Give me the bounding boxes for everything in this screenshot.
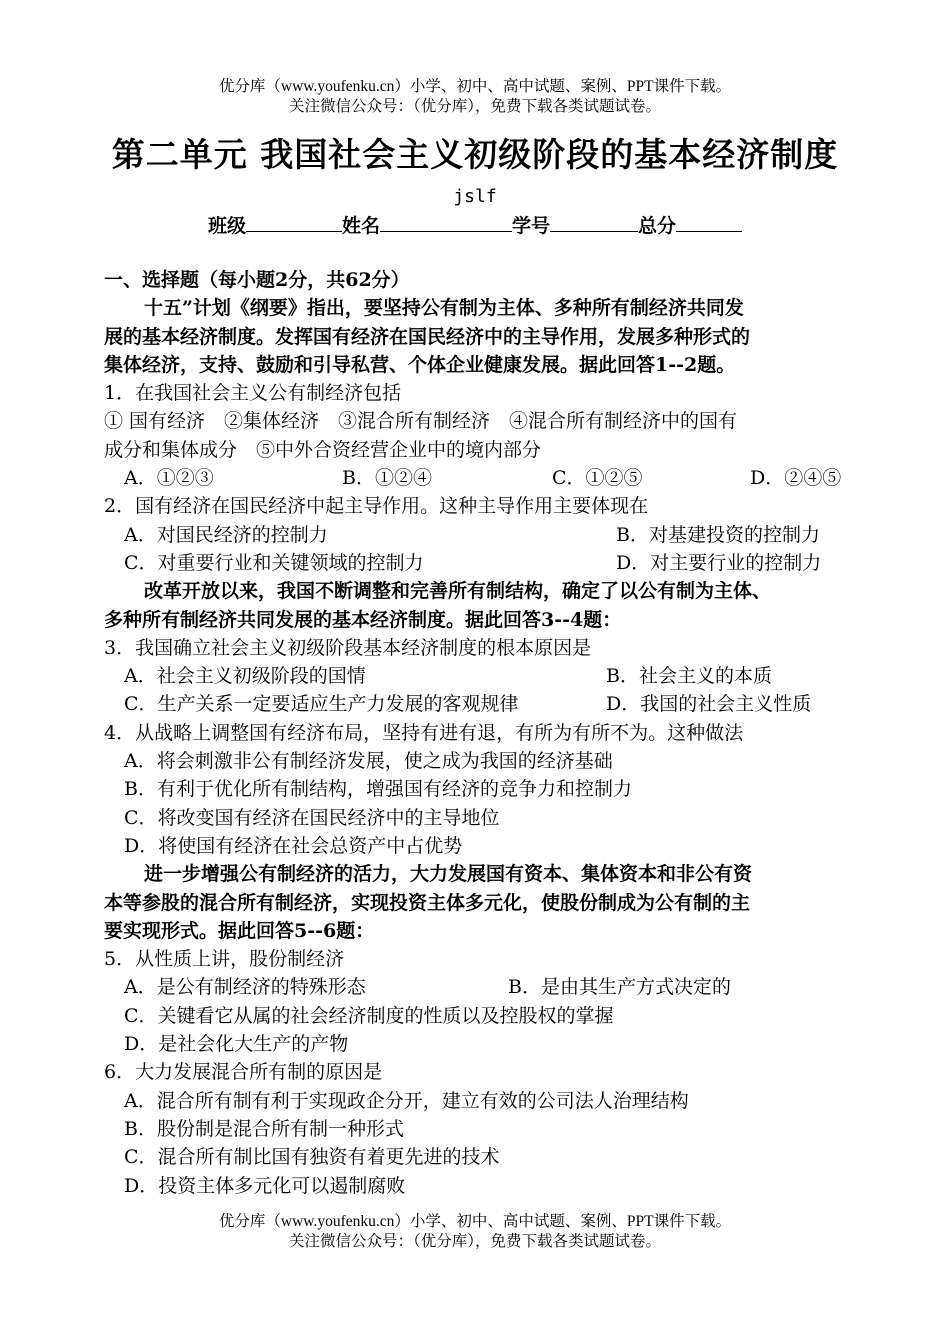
document-title: 第二单元 我国社会主义初级阶段的基本经济制度 [111,135,839,174]
intro2-line-2: 多种所有制经济共同发展的基本经济制度。据此回答3--4题： [104,608,622,631]
q2-option-d: D．对主要行业的控制力 [616,551,822,574]
intro2-line-1: 改革开放以来，我国不断调整和完善所有制结构，确定了以公有制为主体、 [144,580,772,603]
q3-option-b: B．社会主义的本质 [606,665,772,688]
q3-options-row-1 [104,662,848,690]
q2-option-b: B．对基建投资的控制力 [616,523,820,546]
name-label: 姓名 [341,215,380,237]
footer-line-2: 关注微信公众号：（优分库），免费下载各类试题试卷。 [288,1233,661,1250]
q2-options-row-2 [104,549,848,577]
page-footer [0,1212,950,1252]
header-line-1: 优分库（www.youfenku.cn）小学、初中、高中试题、案例、PPT课件下载。 [218,78,732,95]
q6-option-a: A．混合所有制有利于实现政企分开，建立有效的公司法人治理结构 [124,1089,689,1112]
intro1-line-2: 展的基本经济制度。发挥国有经济在国民经济中的主导作用，发展多种形式的 [104,325,751,348]
author-label: jslf [453,186,497,207]
q1-option-d: D．②④⑤ [750,467,842,490]
q5-option-b: B．是由其生产方式决定的 [508,976,731,999]
intro3-line-2: 本等参股的混合所有制经济，实现投资主体多元化，使股份制成为公有制的主 [104,891,751,914]
q2-options-row-1 [104,521,848,549]
q1-items-line-1: ① 国有经济 ②集体经济 ③混合所有制经济 ④混合所有制经济中的国有 [104,410,738,433]
student-info-line [0,211,950,240]
q5-option-d: D．是社会化大生产的产物 [124,1033,349,1056]
q3-option-c: C．生产关系一定要适应生产力发展的客观规律 [124,693,519,716]
intro3-line-3: 要实现形式。据此回答5--6题： [104,919,375,942]
q1-option-b: B．①②④ [342,467,432,490]
q2-option-c: C．对重要行业和关键领域的控制力 [124,551,424,574]
q1-options [104,464,848,492]
page-header [0,77,950,117]
intro1-line-1: 十五”计划《纲要》指出，要坚持公有制为主体、多种所有制经济共同发 [144,297,744,320]
q1-option-c: C．①②⑤ [552,467,643,490]
q4-option-d: D．将使国有经济在社会总资产中占优势 [124,834,463,857]
q5-option-a: A．是公有制经济的特殊形态 [124,976,366,999]
number-label: 学号 [512,215,551,237]
q2-stem: 2．国有经济在国民经济中起主导作用。这种主导作用主要体现在 [104,495,649,518]
q2-option-a: A．对国民经济的控制力 [124,523,328,546]
q3-options-row-2 [104,690,848,718]
intro1-line-3: 集体经济，支持、鼓励和引导私营、个体企业健康发展。据此回答1--2题。 [104,353,736,376]
q1-items-line-2: 成分和集体成分 ⑤中外合资经营企业中的境内部分 [104,438,542,461]
q6-option-d: D．投资主体多元化可以遏制腐败 [124,1174,406,1197]
q6-stem: 6．大力发展混合所有制的原因是 [104,1061,383,1084]
number-blank [550,211,638,232]
total-blank [676,211,742,232]
section-heading: 一、选择题（每小题2分，共62分） [104,269,410,291]
class-label: 班级 [207,215,246,237]
q1-stem: 1．在我国社会主义公有制经济包括 [104,382,402,405]
exam-content [104,266,848,1200]
intro3-line-1: 进一步增强公有制经济的活力，大力发展国有资本、集体资本和非公有资 [144,863,753,886]
q4-option-b: B．有利于优化所有制结构，增强国有经济的竞争力和控制力 [124,778,632,801]
footer-line-1: 优分库（www.youfenku.cn）小学、初中、高中试题、案例、PPT课件下载。 [218,1213,732,1230]
class-blank [246,211,342,232]
q3-stem: 3．我国确立社会主义初级阶段基本经济制度的根本原因是 [104,636,592,659]
q3-option-a: A．社会主义初级阶段的国情 [124,665,366,688]
q4-stem: 4．从战略上调整国有经济布局，坚持有进有退，有所为有所不为。这种做法 [104,721,744,744]
header-line-2: 关注微信公众号：（优分库），免费下载各类试题试卷。 [288,98,661,115]
q6-option-c: C．混合所有制比国有独资有着更先进的技术 [124,1146,500,1169]
q5-options-row-1 [104,973,848,1001]
q4-option-a: A．将会刺激非公有制经济发展，使之成为我国的经济基础 [124,750,613,773]
q5-stem: 5．从性质上讲，股份制经济 [104,948,345,971]
total-label: 总分 [638,215,677,237]
q5-option-c: C．关键看它从属的社会经济制度的性质以及控股权的掌握 [124,1004,614,1027]
q6-option-b: B．股份制是混合所有制一种形式 [124,1117,404,1140]
q1-option-a: A．①②③ [124,467,214,490]
q3-option-d: D．我国的社会主义性质 [606,693,812,716]
name-blank [380,211,512,232]
q4-option-c: C．将改变国有经济在国民经济中的主导地位 [124,806,500,829]
